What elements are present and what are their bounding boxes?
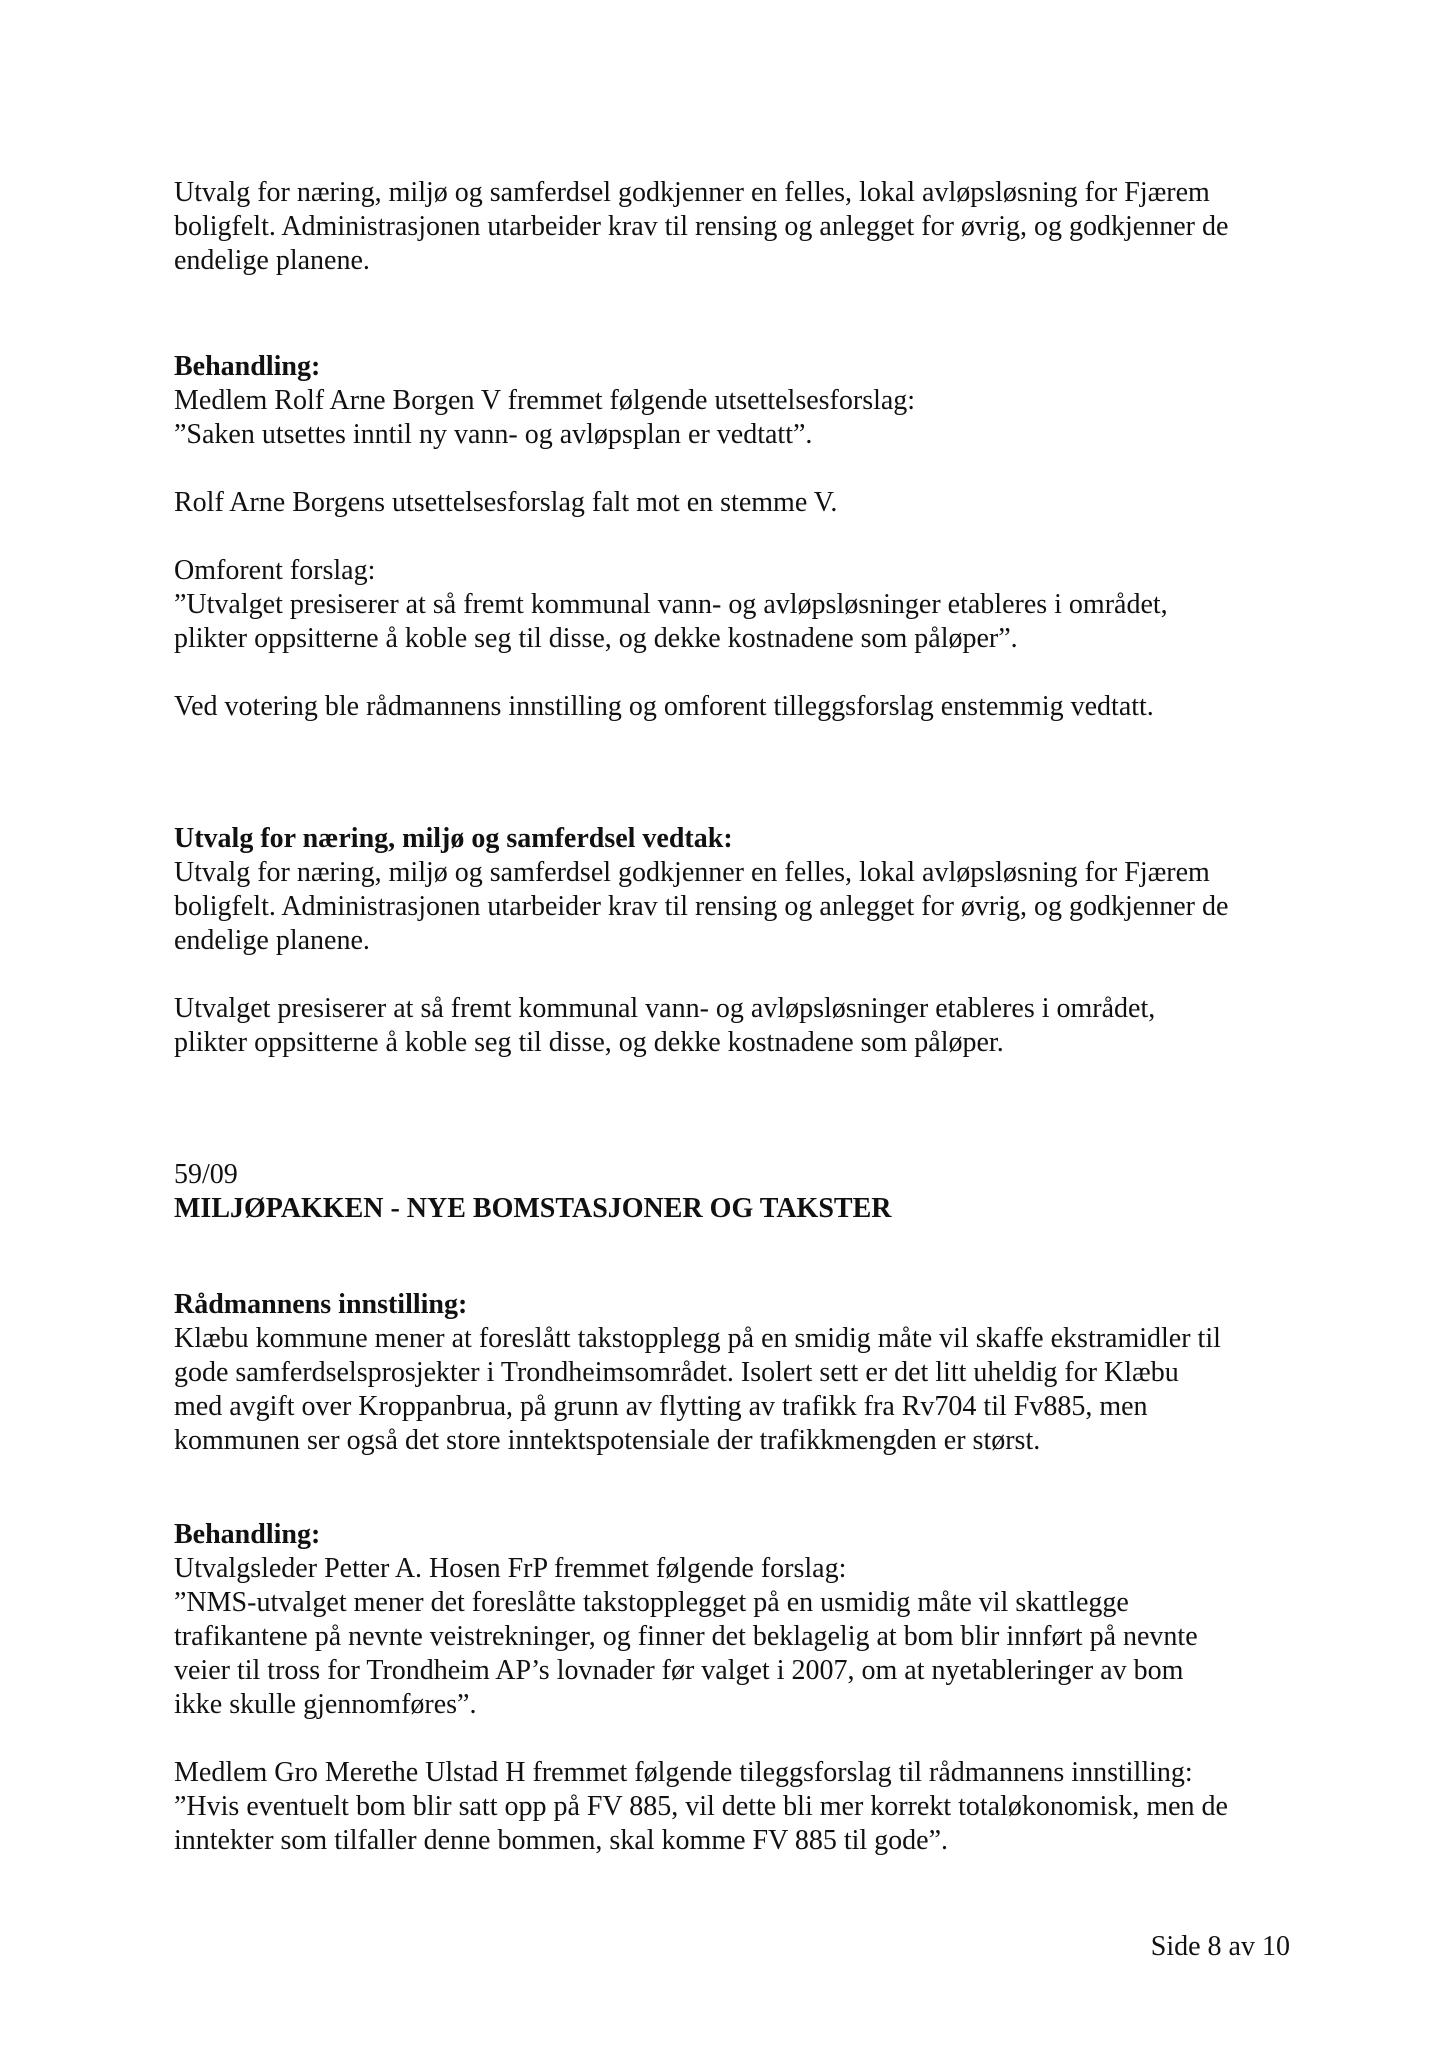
text-line: gode samferdselsprosjekter i Trondheimsområdet. Isolert sett er det litt uheldig for Klæbu [174,1357,1179,1388]
behandling-heading: Behandling: [174,351,321,382]
spacer [174,1722,1289,1756]
behandling-heading-2: Behandling: [174,1519,321,1550]
case-number: 59/09 [174,1159,238,1190]
intro-paragraph [174,176,1289,278]
text-line: ”Hvis eventuelt bom blir satt opp på FV 885, vil dette bli mer korrekt totaløkonomisk, men de [174,1791,1228,1822]
innstilling-paragraph [174,1322,1289,1458]
text-line: plikter oppsitterne å koble seg til disse, og dekke kostnadene som påløper. [174,1027,1004,1058]
spacer [174,958,1289,992]
text-line: Medlem Gro Merethe Ulstad H fremmet følgende tileggsforslag til rådmannens innstilling: [174,1757,1193,1788]
text-line: ikke skulle gjennomføres”. [174,1689,477,1720]
spacer [174,1458,1289,1518]
text-line: kommunen ser også det store inntektspotensiale der trafikkmengden er størst. [174,1425,1041,1456]
innstilling-heading: Rådmannens innstilling: [174,1289,468,1320]
text-line: endelige planene. [174,245,370,276]
omforent-paragraph [174,588,1289,656]
text-line: Utvalg for næring, miljø og samferdsel godkjenner en felles, lokal avløpsløsning for Fjærem [174,177,1210,208]
text-line: Utvalgsleder Petter A. Hosen FrP fremmet følgende forslag: [174,1553,847,1584]
spacer [174,452,1289,486]
utsettelse-paragraph [174,384,1289,452]
text-line: Klæbu kommune mener at foreslått takstopplegg på en smidig måte vil skaffe ekstramidler til [174,1323,1221,1354]
text-line: ”Saken utsettes inntil ny vann- og avløpsplan er vedtatt”. [174,419,813,450]
text-line: trafikantene på nevnte veistrekninger, og finner det beklagelig at bom blir innført på nevnte [174,1621,1198,1652]
spacer [174,656,1289,690]
text-line: plikter oppsitterne å koble seg til disse, og dekke kostnadene som påløper”. [174,623,1018,654]
text-line: veier til tross for Trondheim AP’s lovnader før valget i 2007, om at nyetableringer av bom [174,1655,1184,1686]
spacer [174,1226,1289,1288]
spacer [174,1060,1289,1158]
text-line: endelige planene. [174,925,370,956]
case-title: MILJØPAKKEN - NYE BOMSTASJONER OG TAKSTER [174,1193,892,1224]
omforent-label: Omforent forslag: [174,555,376,586]
text-line: inntekter som tilfaller denne bommen, skal komme FV 885 til gode”. [174,1825,949,1856]
text-line: Utvalget presiserer at så fremt kommunal vann- og avløpsløsninger etableres i området, [174,993,1156,1024]
text-line: Utvalg for næring, miljø og samferdsel godkjenner en felles, lokal avløpsløsning for Fjærem [174,857,1210,888]
vedtak-paragraph [174,856,1289,958]
tilleggsforslag-paragraph [174,1756,1289,1858]
vedtak-paragraph-2 [174,992,1289,1060]
vote-paragraph: Ved votering ble rådmannens innstilling og omforent tilleggsforslag enstemmig vedtatt. [174,691,1154,722]
spacer [174,278,1289,350]
text-line: ”NMS-utvalget mener det foreslåtte takstopplegget på en usmidig måte vil skattlegge [174,1587,1129,1618]
document-body [174,176,1289,1858]
utsettelse-result: Rolf Arne Borgens utsettelsesforslag falt mot en stemme V. [174,487,838,518]
forslag-paragraph [174,1552,1289,1722]
page-number: Side 8 av 10 [1150,1931,1290,1962]
spacer [174,520,1289,554]
text-line: boligfelt. Administrasjonen utarbeider krav til rensing og anlegget for øvrig, og godkjenner de [174,891,1229,922]
vedtak-heading: Utvalg for næring, miljø og samferdsel vedtak: [174,823,733,854]
text-line: Medlem Rolf Arne Borgen V fremmet følgende utsettelsesforslag: [174,385,916,416]
text-line: boligfelt. Administrasjonen utarbeider krav til rensing og anlegget for øvrig, og godkjenner de [174,211,1229,242]
spacer [174,724,1289,822]
text-line: med avgift over Kroppanbrua, på grunn av flytting av trafikk fra Rv704 til Fv885, men [174,1391,1148,1422]
text-line: ”Utvalget presiserer at så fremt kommunal vann- og avløpsløsninger etableres i området, [174,589,1168,620]
